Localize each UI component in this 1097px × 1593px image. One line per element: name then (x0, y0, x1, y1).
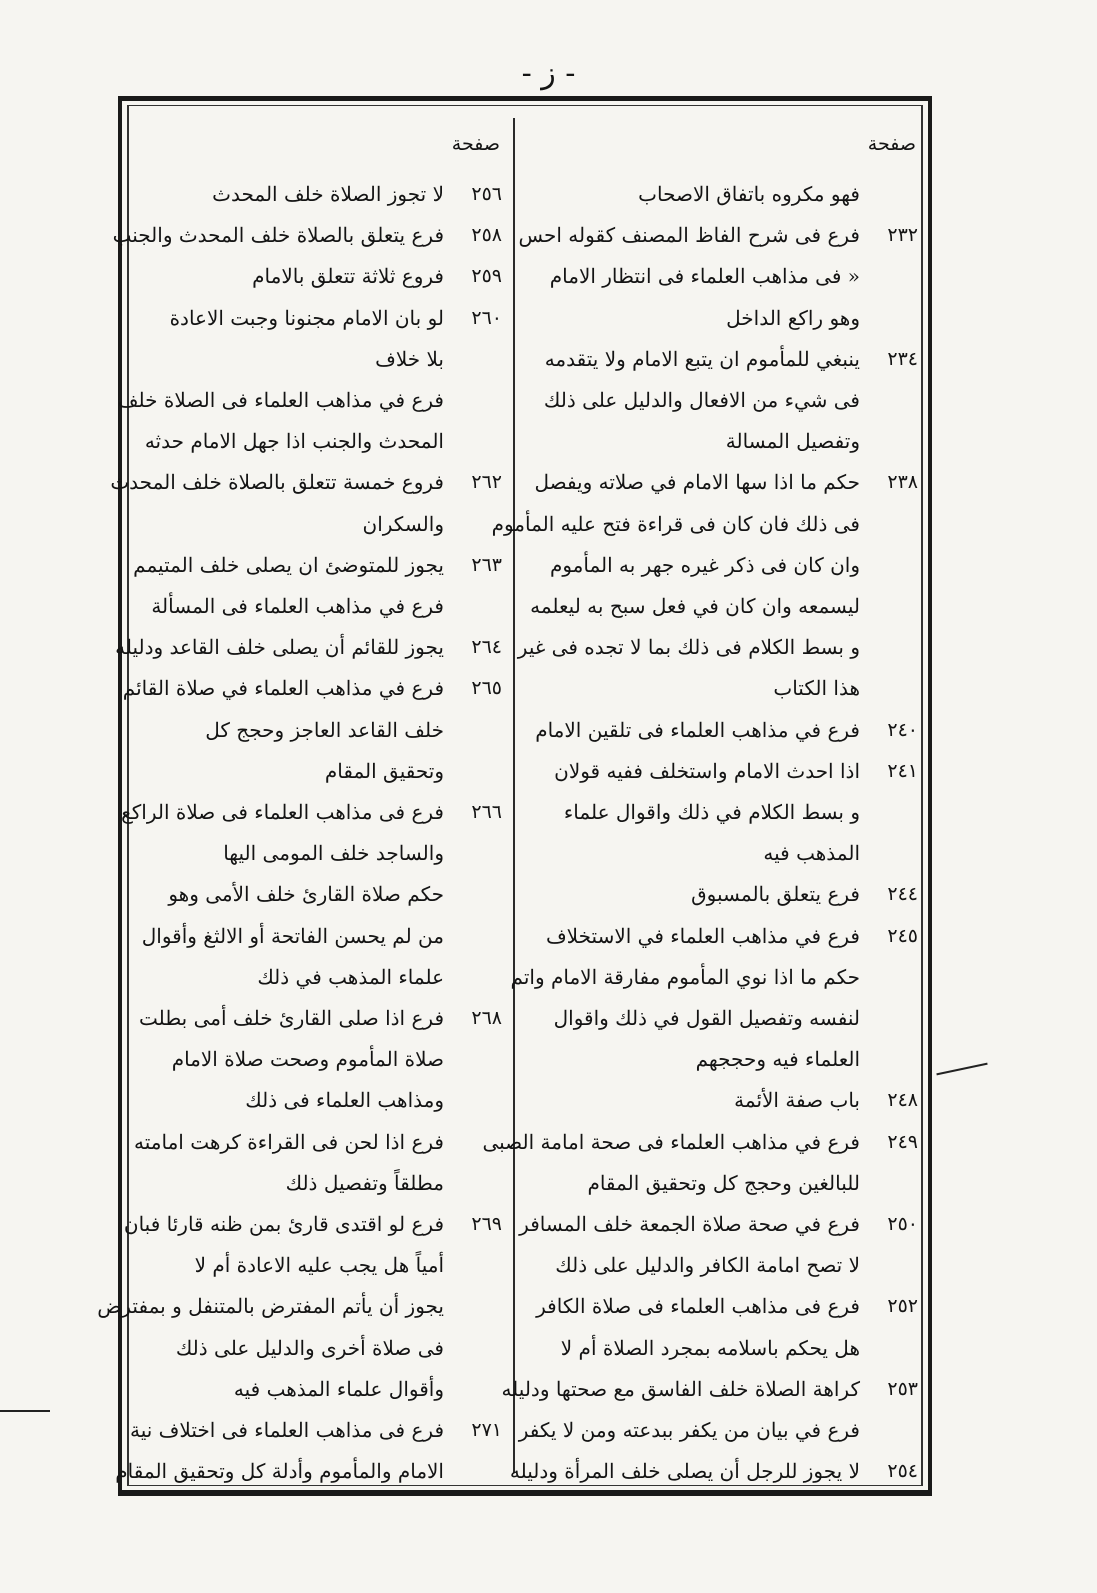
index-entry (136, 957, 506, 998)
page-ref (860, 174, 922, 215)
index-entry (112, 215, 506, 256)
entry-text: فرع في مذاهب العلماء فى الصلاة خلف (117, 388, 444, 413)
entry-text: فرع في بيان من يكفر ببدعته ومن لا يكفر (518, 1418, 860, 1443)
page-ref (860, 668, 922, 709)
index-entry (482, 1122, 922, 1163)
page-ref (860, 1328, 922, 1369)
index-entry (136, 174, 506, 215)
entry-text: فرع في مذاهب العلماء في الاستخلاف (545, 923, 860, 948)
index-entry (136, 1039, 506, 1080)
page-ref (444, 504, 506, 545)
index-entry (136, 1080, 506, 1121)
index-entry (520, 215, 922, 256)
index-entry (115, 1451, 506, 1492)
page-ref: ٢٦٦ (471, 801, 502, 824)
index-entry (520, 668, 922, 709)
index-entry (520, 462, 922, 503)
page-ref (444, 1122, 506, 1163)
index-entry (136, 998, 506, 1039)
page-ref: ٢٦٩ (471, 1213, 502, 1236)
page-ref: ٢٣٤ (887, 347, 918, 370)
page-ref (444, 874, 506, 915)
entry-text: فرع فى مذاهب العلماء فى اختلاف نية (129, 1418, 444, 1443)
entry-text: وتفصيل المسالة (725, 429, 860, 454)
entry-text: لنفسه وتفصيل القول في ذلك واقوال (553, 1006, 860, 1031)
index-entry (520, 833, 922, 874)
page-ref: ٢٤٠ (887, 718, 918, 741)
page-ref: ٢٤٩ (887, 1130, 918, 1153)
index-entry (520, 751, 922, 792)
entry-text: اذا احدث الامام واستخلف ففيه قولان (554, 758, 860, 783)
entry-text: هذا الكتاب (773, 676, 860, 701)
page-ref: ٢٤١ (887, 759, 918, 782)
entry-text: فرع يتعلق بالصلاة خلف المحدث والجنب (112, 223, 444, 248)
entry-text: فرع في مذاهب العلماء في صلاة القائم (122, 676, 444, 701)
index-entry (136, 339, 506, 380)
entry-text: فرع في مذاهب العلماء فى المسألة (151, 594, 444, 619)
entry-text: للبالغين وحجج كل وتحقيق المقام (587, 1170, 860, 1195)
page-ref: ٢٦٤ (471, 636, 502, 659)
index-entry (97, 1286, 506, 1327)
page-ref (860, 833, 922, 874)
entry-text: المحدث والجنب اذا جهل الامام حدثه (144, 429, 444, 454)
entry-text: فرع فى مذاهب العلماء فى صلاة الكافر (536, 1294, 860, 1319)
page-ref (444, 1328, 506, 1369)
entry-text: وان كان فى ذكر غيره جهر به المأموم (549, 552, 860, 577)
entry-text: حكم ما اذا سها الامام في صلاته ويفصل (534, 470, 860, 495)
index-entry (122, 668, 506, 709)
margin-mark (0, 1410, 50, 1412)
index-entry (520, 998, 922, 1039)
page-ref: ٢٥٠ (887, 1213, 918, 1236)
page-ref (444, 751, 506, 792)
page-ref: ٢٥٦ (471, 183, 502, 205)
index-entry (136, 1122, 506, 1163)
entry-text: فروع خمسة تتعلق بالصلاة خلف المحدث (110, 470, 444, 495)
entry-text: حكم صلاة القارئ خلف الأمى وهو (168, 882, 444, 907)
entry-text: يجوز للمتوضئ ان يصلى خلف المتيمم (133, 552, 444, 577)
index-entry (520, 1204, 922, 1245)
page-ref (860, 1039, 922, 1080)
entry-text: فرع فى مذاهب العلماء فى صلاة الراكع (121, 800, 444, 825)
index-entry (136, 1328, 506, 1369)
page-ref (444, 421, 506, 462)
entry-text: و بسط الكلام فى ذلك بما لا تجده فى غير (517, 635, 860, 660)
index-entry (520, 1080, 922, 1121)
index-entry (129, 1410, 506, 1451)
page-ref (444, 1451, 506, 1492)
entry-text: صلاة المأموم وصحت صلاة الامام (171, 1047, 444, 1072)
entry-text: بلا خلاف (375, 346, 444, 371)
page-ref: ٢٣٢ (887, 224, 918, 247)
entry-text: و بسط الكلام في ذلك واقوال علماء (563, 800, 860, 825)
index-entry (115, 627, 506, 668)
page-number: - ز - (521, 56, 576, 91)
page-ref (444, 1286, 506, 1327)
index-entry (136, 874, 506, 915)
entry-text: ينبغي للمأموم ان يتبع الامام ولا يتقدمه (544, 346, 860, 371)
index-entry (520, 1328, 922, 1369)
index-entry (520, 174, 922, 215)
page-ref (860, 998, 922, 1039)
entry-text: والساجد خلف المومى اليها (223, 841, 444, 866)
index-entry (136, 833, 506, 874)
page-ref (860, 421, 922, 462)
page-ref (444, 1369, 506, 1410)
page-ref (444, 1245, 506, 1286)
page-ref: ٢٤٤ (887, 883, 918, 906)
page-ref (860, 298, 922, 339)
index-entry (520, 339, 922, 380)
index-entry (117, 380, 506, 421)
entry-text: وتحقيق المقام (324, 758, 444, 783)
entry-text: فى شيء من الافعال والدليل على ذلك (543, 388, 860, 413)
entry-text: فرع فى شرح الفاظ المصنف كقوله احس (518, 223, 860, 248)
index-entry (520, 256, 922, 297)
index-entry (520, 874, 922, 915)
entry-text: وأقوال علماء المذهب فيه (233, 1376, 444, 1401)
index-entry (509, 1451, 922, 1492)
entry-text: فرع اذا صلى القارئ خلف أمى بطلت (139, 1006, 444, 1031)
entries-left (97, 174, 506, 1493)
index-column-left (97, 124, 506, 1493)
page-ref (860, 545, 922, 586)
entry-text: يجوز أن يأتم المفترض بالمتنفل و بمفترض (97, 1294, 444, 1319)
entry-text: الامام والمأموم وأدلة كل وتحقيق المقام (115, 1459, 444, 1484)
page-ref (444, 339, 506, 380)
page-ref (444, 1080, 506, 1121)
index-entry (133, 545, 506, 586)
page-ref (860, 957, 922, 998)
entry-text: فهو مكروه باتفاق الاصحاب (638, 182, 860, 206)
page-ref: ٢٦٥ (471, 677, 502, 700)
column-header: صفحة (867, 133, 916, 155)
page-ref: ٢٥٨ (471, 224, 502, 247)
entry-text: هل يحكم باسلامه بمجرد الصلاة أم لا (560, 1335, 860, 1360)
entry-text: لا تجوز الصلاة خلف المحدث (212, 182, 444, 206)
index-entry (520, 792, 922, 833)
column-header: صفحة (451, 133, 500, 155)
page-ref: ٢٦٣ (471, 553, 502, 576)
entry-text: فرع في مذاهب العلماء فى صحة امامة الصبى (482, 1129, 860, 1154)
page-ref: ٢٦٨ (471, 1007, 502, 1030)
index-entry (520, 1410, 922, 1451)
entry-text: فروع ثلاثة تتعلق بالامام (252, 264, 444, 289)
index-entry (136, 586, 506, 627)
index-entry (136, 298, 506, 339)
entry-text: العلماء فيه وحججهم (695, 1047, 860, 1072)
page-ref: ٢٣٨ (887, 471, 918, 494)
page-ref (860, 1245, 922, 1286)
index-entry (123, 1204, 506, 1245)
index-entry (136, 1163, 506, 1204)
entry-text: فى صلاة أخرى والدليل على ذلك (175, 1335, 444, 1360)
index-entry (520, 421, 922, 462)
index-entry (520, 1245, 922, 1286)
page-ref: ٢٥٢ (887, 1295, 918, 1318)
page-ref (444, 916, 506, 957)
page-ref (444, 380, 506, 421)
entry-text: أمياً هل يجب عليه الاعادة أم لا (194, 1253, 444, 1278)
page-ref (444, 1039, 506, 1080)
page-ref: ٢٤٥ (887, 924, 918, 947)
entry-text: والسكران (362, 511, 444, 536)
entry-text: فرع في مذاهب العلماء فى تلقين الامام (535, 717, 860, 742)
page-ref (860, 792, 922, 833)
entry-text: ليسمعه وان كان في فعل سبح به ليعلمه (530, 594, 860, 619)
index-entry (501, 1369, 922, 1410)
index-entry (520, 916, 922, 957)
page-ref (860, 1163, 922, 1204)
page-ref (444, 957, 506, 998)
index-entry (136, 256, 506, 297)
index-entry (520, 545, 922, 586)
page-ref: ٢٦٠ (471, 306, 502, 329)
index-entry (136, 504, 506, 545)
page-ref (860, 256, 922, 297)
entry-text: فى ذلك فان كان فى قراءة فتح عليه المأموم (491, 511, 860, 536)
entry-text: فرع يتعلق بالمسبوق (691, 882, 860, 907)
page-ref (860, 504, 922, 545)
page-ref (860, 627, 922, 668)
index-entry (136, 1369, 506, 1410)
entry-text: مطلقاً وتفصيل ذلك (285, 1170, 444, 1195)
entry-text: لا تصح امامة الكافر والدليل على ذلك (555, 1253, 860, 1278)
entry-text: حكم ما اذا نوي المأموم مفارقة الامام واتم (510, 964, 860, 989)
page-ref: ٢٥٣ (887, 1377, 918, 1400)
page-ref (860, 586, 922, 627)
column-divider (513, 118, 515, 1473)
page-ref (860, 1410, 922, 1451)
index-entry (121, 792, 506, 833)
entry-text: لا يجوز للرجل أن يصلى خلف المرأة ودليله (509, 1459, 860, 1484)
page-ref: ٢٦٢ (471, 471, 502, 494)
index-entry (491, 504, 922, 545)
entry-text: ومذاهب العلماء فى ذلك (245, 1088, 444, 1113)
page-ref: ٢٥٩ (471, 265, 502, 288)
entry-text: فرع في صحة صلاة الجمعة خلف المسافر (519, 1212, 860, 1237)
page-ref (444, 1163, 506, 1204)
index-entry (520, 586, 922, 627)
page-ref: ٢٤٨ (887, 1089, 918, 1112)
index-entry (136, 421, 506, 462)
entry-text: كراهة الصلاة خلف الفاسق مع صحتها ودليله (501, 1376, 860, 1401)
page-ref (444, 833, 506, 874)
index-entry (520, 1286, 922, 1327)
index-entry (520, 380, 922, 421)
index-entry (510, 957, 922, 998)
entry-text: المذهب فيه (763, 841, 860, 866)
index-entry (136, 751, 506, 792)
page-ref (444, 710, 506, 751)
entry-text: وهو راكع الداخل (726, 305, 860, 330)
index-entry (517, 627, 922, 668)
page-ref (860, 380, 922, 421)
margin-mark (936, 1063, 987, 1076)
index-entry (520, 298, 922, 339)
entry-text: خلف القاعد العاجز وحجج كل (205, 717, 444, 742)
entry-text: لو بان الامام مجنونا وجبت الاعادة (169, 305, 444, 330)
index-entry (136, 1245, 506, 1286)
entry-text: من لم يحسن الفاتحة أو الالثغ وأقوال (141, 923, 444, 948)
index-entry (520, 710, 922, 751)
index-entry (136, 710, 506, 751)
index-entry (520, 1163, 922, 1204)
page-ref (444, 586, 506, 627)
entry-text: فرع اذا لحن فى القراءة كرهت امامته (134, 1129, 444, 1154)
entry-text: باب صفة الأئمة (734, 1088, 860, 1113)
entry-text: « فى مذاهب العلماء فى انتظار الامام (549, 264, 860, 289)
page-ref: ٢٧١ (471, 1419, 502, 1442)
page-ref: ٢٥٤ (887, 1460, 918, 1483)
index-entry (110, 462, 506, 503)
index-entry (520, 1039, 922, 1080)
entry-text: فرع لو اقتدى قارئ بمن ظنه قارئا فبان (123, 1212, 444, 1237)
entry-text: يجوز للقائم أن يصلى خلف القاعد ودليله (115, 635, 444, 660)
entry-text: علماء المذهب في ذلك (257, 964, 444, 989)
index-entry (136, 916, 506, 957)
